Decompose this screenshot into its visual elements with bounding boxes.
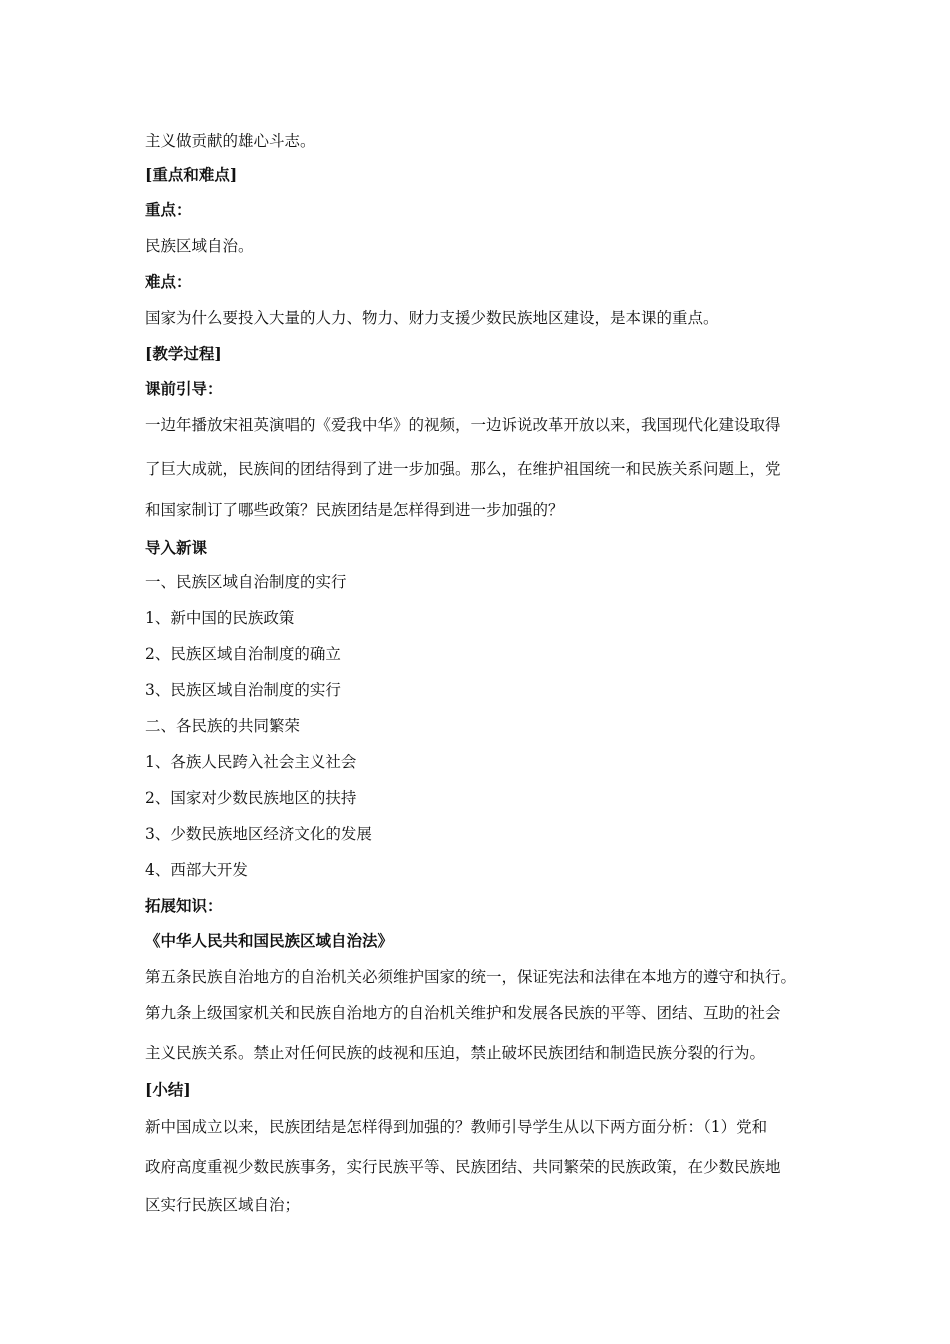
body-text-line: 4、西部大开发	[145, 861, 248, 879]
body-text-line: 第九条上级国家机关和民族自治地方的自治机关维护和发展各民族的平等、团结、互助的社会	[145, 1004, 781, 1022]
body-text-line: 第五条民族自治地方的自治机关必须维护国家的统一，保证宪法和法律在本地方的遵守和执行。	[145, 968, 797, 986]
body-text-line: 1、各族人民跨入社会主义社会	[145, 753, 357, 771]
body-text-line: 3、民族区域自治制度的实行	[145, 681, 341, 699]
body-text-line: 和国家制订了哪些政策？民族团结是怎样得到进一步加强的？	[145, 501, 564, 519]
body-text-line: 政府高度重视少数民族事务，实行民族平等、民族团结、共同繁荣的民族政策，在少数民族地	[145, 1158, 781, 1176]
body-text-line: 主义民族关系。禁止对任何民族的歧视和压迫，禁止破坏民族团结和制造民族分裂的行为。	[145, 1044, 766, 1062]
body-text-line: 3、少数民族地区经济文化的发展	[145, 825, 372, 843]
body-text-line: 1、新中国的民族政策	[145, 609, 295, 627]
body-text-line: 区实行民族区域自治；	[145, 1196, 301, 1214]
body-text-line: 一、民族区域自治制度的实行	[145, 573, 347, 591]
section-heading: 《中华人民共和国民族区域自治法》	[145, 931, 394, 950]
body-text-line: 2、国家对少数民族地区的扶持	[145, 789, 357, 807]
body-text-line: 主义做贡献的雄心斗志。	[145, 132, 316, 150]
section-heading: [小结]	[145, 1080, 191, 1099]
body-text-line: 一边年播放宋祖英演唱的《爱我中华》的视频，一边诉说改革开放以来，我国现代化建设取得	[145, 416, 781, 434]
body-text-line: 新中国成立以来，民族团结是怎样得到加强的？教师引导学生从以下两方面分析：（1）党和	[145, 1118, 768, 1136]
body-text-line: 2、民族区域自治制度的确立	[145, 645, 341, 663]
body-text-line: 国家为什么要投入大量的人力、物力、财力支援少数民族地区建设，是本课的重点。	[145, 309, 719, 327]
body-text-line: 了巨大成就，民族间的团结得到了进一步加强。那么，在维护祖国统一和民族关系问题上，党	[145, 460, 781, 478]
section-heading: 难点：	[145, 272, 192, 291]
body-text-line: 二、各民族的共同繁荣	[145, 717, 301, 735]
section-heading: 导入新课	[145, 538, 208, 557]
section-heading: [教学过程]	[145, 344, 222, 363]
section-heading: 拓展知识：	[145, 896, 223, 915]
body-text-line: 民族区域自治。	[145, 237, 254, 255]
section-heading: [重点和难点]	[145, 165, 238, 184]
section-heading: 重点：	[145, 200, 192, 219]
section-heading: 课前引导：	[145, 379, 223, 398]
